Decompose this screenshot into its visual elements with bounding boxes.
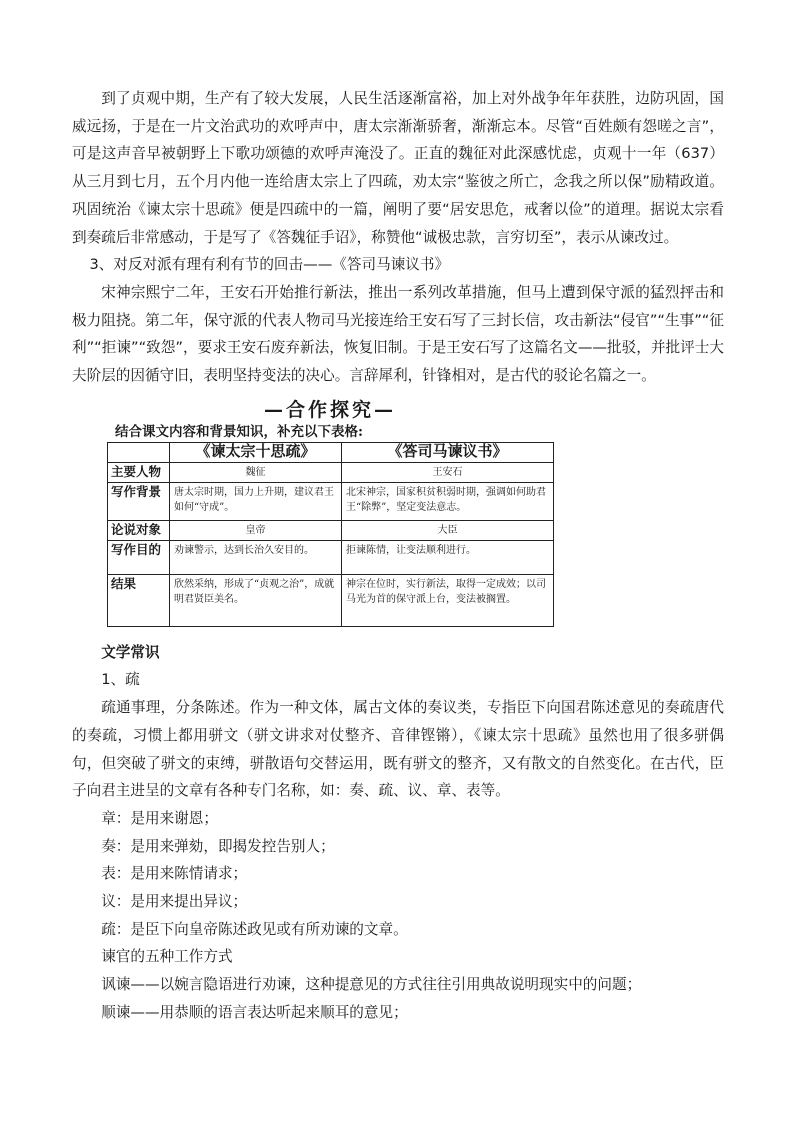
table-cell: 拒谏陈情，让变法顺利进行。 [342,540,554,574]
row-label: 主要人物 [108,462,170,482]
subheading-shu: 1、疏 [101,671,140,689]
row-label: 论说对象 [108,520,170,540]
table-row [108,540,554,574]
subheading-jianguan: 谏官的五种工作方式 [101,948,233,966]
table-cell: 北宋神宗，国家积贫积弱时期，强调如何助君王“除弊”，坚定变法意志。 [342,482,554,520]
definition-shu: 疏：是臣下向皇帝陈述政见或有所劝谏的文章。 [101,920,408,938]
definition-yi: 议：是用来提出异议； [101,893,248,911]
paragraph-wanganshi: 宋神宗熙宁二年，王安石开始推行新法，推出一系列改革措施，但马上遭到保守派的猛烈抨击和极力阻挠。第二年，保守派的代表人物司马光接连给王安石写了三封长信，攻击新法“侵官”“生事”“征利”“拒谏”“致怨”，要求王安石废弃新法，恢复旧制。于是王安石写了这篇名文——批驳，并批评士大夫阶层的因循守旧，表明坚持变法的决心。言辞犀利，针锋相对，是古代的驳论名篇之一。 [72,283,724,385]
comparison-table [107,442,554,627]
paragraph-shu: 疏通事理，分条陈述。作为一种文体，属古文体的奏议类，专指臣下向国君陈述意见的奏疏唐代的奏疏，习惯上都用骈文（骈文讲求对仗整齐、音律铿锵），《谏太宗十思疏》虽然也用了很多骈偶句，但突破了骈文的束缚，骈散语句交替运用，既有骈文的整齐，又有散文的自然变化。在古代，臣子向君主进呈的文章有各种专门名称，如：奏、疏、议、章、表等。 [72,699,724,800]
table-cell: 唐太宗时期，国力上升期，建议君王如何“守成”。 [170,482,342,520]
table-cell: 魏征 [170,462,342,482]
definition-biao: 表：是用来陈情请求； [101,865,248,883]
row-label: 写作背景 [108,482,170,520]
row-label: 结果 [108,574,170,626]
table-row [108,482,554,520]
literature-heading: 文学常识 [101,643,160,661]
figure-subtitle: 结合课文内容和背景知识，补充以下表格: [115,423,363,440]
table-cell: 劝谏警示，达到长治久安目的。 [170,540,342,574]
table-cell: 皇帝 [170,520,342,540]
table-row [108,574,554,626]
table-cell: 大臣 [342,520,554,540]
table-corner-cell [108,442,170,462]
method-shunjian: 顺谏——用恭顺的语言表达听起来顺耳的意见； [101,1003,408,1021]
figure-title: —合作探究— [263,398,396,421]
section3-heading: 3、对反对派有理有利有节的回击——《答司马谏议书》 [89,256,450,274]
table-cell: 欣然采纳，形成了“贞观之治”，成就明君贤臣美名。 [170,574,342,626]
table-header-row [108,442,554,462]
table-cell: 神宗在位时，实行新法，取得一定成效；以司马光为首的保守派上台，变法被搁置。 [342,574,554,626]
definition-zhang: 章：是用来谢恩； [101,809,218,827]
definition-zou: 奏：是用来弹劾，即揭发控告别人； [101,837,335,855]
document-content [72,85,724,1027]
column-header-dasima: 《答司马谏议书》 [342,442,554,462]
cooperation-figure [107,398,553,627]
table-cell: 王安石 [342,462,554,482]
table-row [108,520,554,540]
paragraph-zhenguan: 到了贞观中期，生产有了较大发展，人民生活逐渐富裕，加上对外战争年年获胜，边防巩固，国威远扬，于是在一片文治武功的欢呼声中，唐太宗渐渐骄奢，渐渐忘本。尽管“百姓颇有怨嗟之言”，可是这声音早被朝野上下歌功颂德的欢呼声淹没了。正直的魏征对此深感忧虑，贞观十一年（637）从三月到七月，五个月内他一连给唐太宗上了四疏，劝太宗“鉴彼之所亡，念我之所以保”励精政道。巩固统治《谏太宗十思疏》便是四疏中的一篇，阐明了要“居安思危，戒奢以俭”的道理。据说太宗看到奏疏后非常感动，于是写了《答魏征手诏》，称赞他“诚极忠款，言穷切至”，表示从谏改过。 [72,90,725,246]
row-label: 写作目的 [108,540,170,574]
table-row [108,462,554,482]
method-fengjian: 讽谏——以婉言隐语进行劝谏，这种提意见的方式往往引用典故说明现实中的问题； [101,976,642,994]
column-header-jiantaizong: 《谏太宗十思疏》 [170,442,342,462]
